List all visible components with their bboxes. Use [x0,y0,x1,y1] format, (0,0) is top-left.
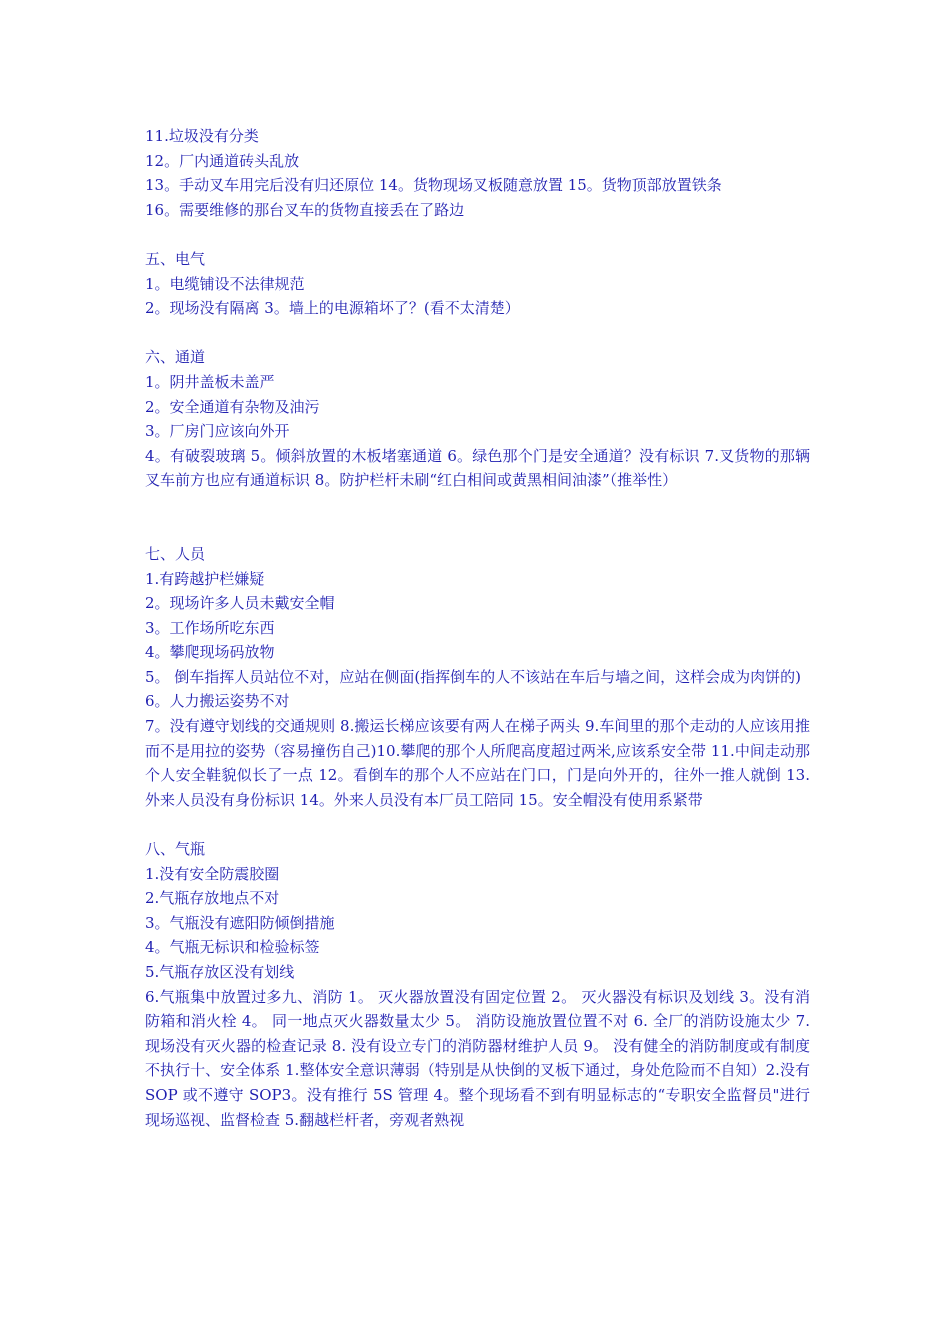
spacer [145,493,810,542]
list-item: 4。攀爬现场码放物 [145,643,275,662]
section-title-electrical: 五、电气 [145,249,206,268]
list-item: 5。 倒车指挥人员站位不对，应站在侧面(指挥倒车的人不该站在车后与墙之间，这样会成为肉饼的) [145,667,802,686]
list-item: 3。工作场所吃东西 [145,618,275,637]
list-item: 11.垃圾没有分类 [145,127,259,145]
list-item: 2。现场没有隔离 3。墙上的电源箱坏了？(看不太清楚） [145,299,520,318]
list-item: 6。人力搬运姿势不对 [145,692,290,711]
list-item: 7。没有遵守划线的交通规则 8.搬运长梯应该要有两人在梯子两头 9.车间里的那个走动的人应该用推而不是用拉的姿势（容易撞伤自己)10.攀爬的那个人所爬高度超过两米,应该系安全带 11.中间走动那个人安全鞋貌似长了一点 12。看倒车的那个人不应站在门口，门是向外开的，往外一推人就倒 13.外来人员没有身份标识 14。外来人员没有本厂员工陪同 15。安全帽没有使用系紧带 [145,717,810,809]
list-item: 13。手动叉车用完后没有归还原位 14。货物现场叉板随意放置 15。货物顶部放置铁条 [145,176,722,195]
section-title-passage: 六、通道 [145,348,206,367]
list-item: 1。电缆铺设不法律规范 [145,274,305,293]
list-item: 1.没有安全防震胶圈 [145,864,280,883]
section-title-gas-cylinders: 八、气瓶 [145,840,206,859]
document-page [145,124,810,1132]
list-item: 1。阴井盖板未盖严 [145,372,275,391]
list-item: 16。需要维修的那台叉车的货物直接丢在了路边 [145,200,465,219]
list-item: 6.气瓶集中放置过多九、消防 1。 灭火器放置没有固定位置 2。 灭火器没有标识及划线 3。没有消防箱和消火栓 4。 同一地点灭火器数量太少 5。 消防设施放置位置不对 6. 全厂的消防设施太少 7. 现场没有灭火器的检查记录 8. 没有设立专门的消防器材维护人员 9。 没有健全的消防制度或有制度不执行十、安全体系 1.整体安全意识薄弱（特别是从快倒的叉板下通过，身处危险而不自知）2.没有 SOP 或不遵守 SOP3。没有推行 5S 管理 4。整个现场看不到有明显标志的“专职安全监督员"进行现场巡视、监督检查 5.翻越栏杆者，旁观者熟视 [145,987,810,1129]
list-item: 12。厂内通道砖头乱放 [145,151,300,170]
list-item: 4。有破裂玻璃 5。倾斜放置的木板堵塞通道 6。绿色那个门是安全通道？没有标识 7.叉货物的那辆叉车前方也应有通道标识 8。防护栏杆未刷“红白相间或黄黑相间油漆”（推举性） [145,446,810,490]
list-item: 2.气瓶存放地点不对 [145,889,280,908]
list-item: 2。现场许多人员未戴安全帽 [145,594,335,613]
list-item: 1.有跨越护栏嫌疑 [145,569,265,588]
section-title-personnel: 七、人员 [145,544,206,563]
list-item: 4。气瓶无标识和检验标签 [145,938,320,957]
spacer [145,321,810,346]
list-item: 5.气瓶存放区没有划线 [145,963,295,981]
spacer [145,812,810,837]
list-item: 3。气瓶没有遮阳防倾倒措施 [145,913,335,932]
spacer [145,222,810,247]
list-item: 2。安全通道有杂物及油污 [145,397,320,416]
list-item: 3。厂房门应该向外开 [145,422,290,441]
